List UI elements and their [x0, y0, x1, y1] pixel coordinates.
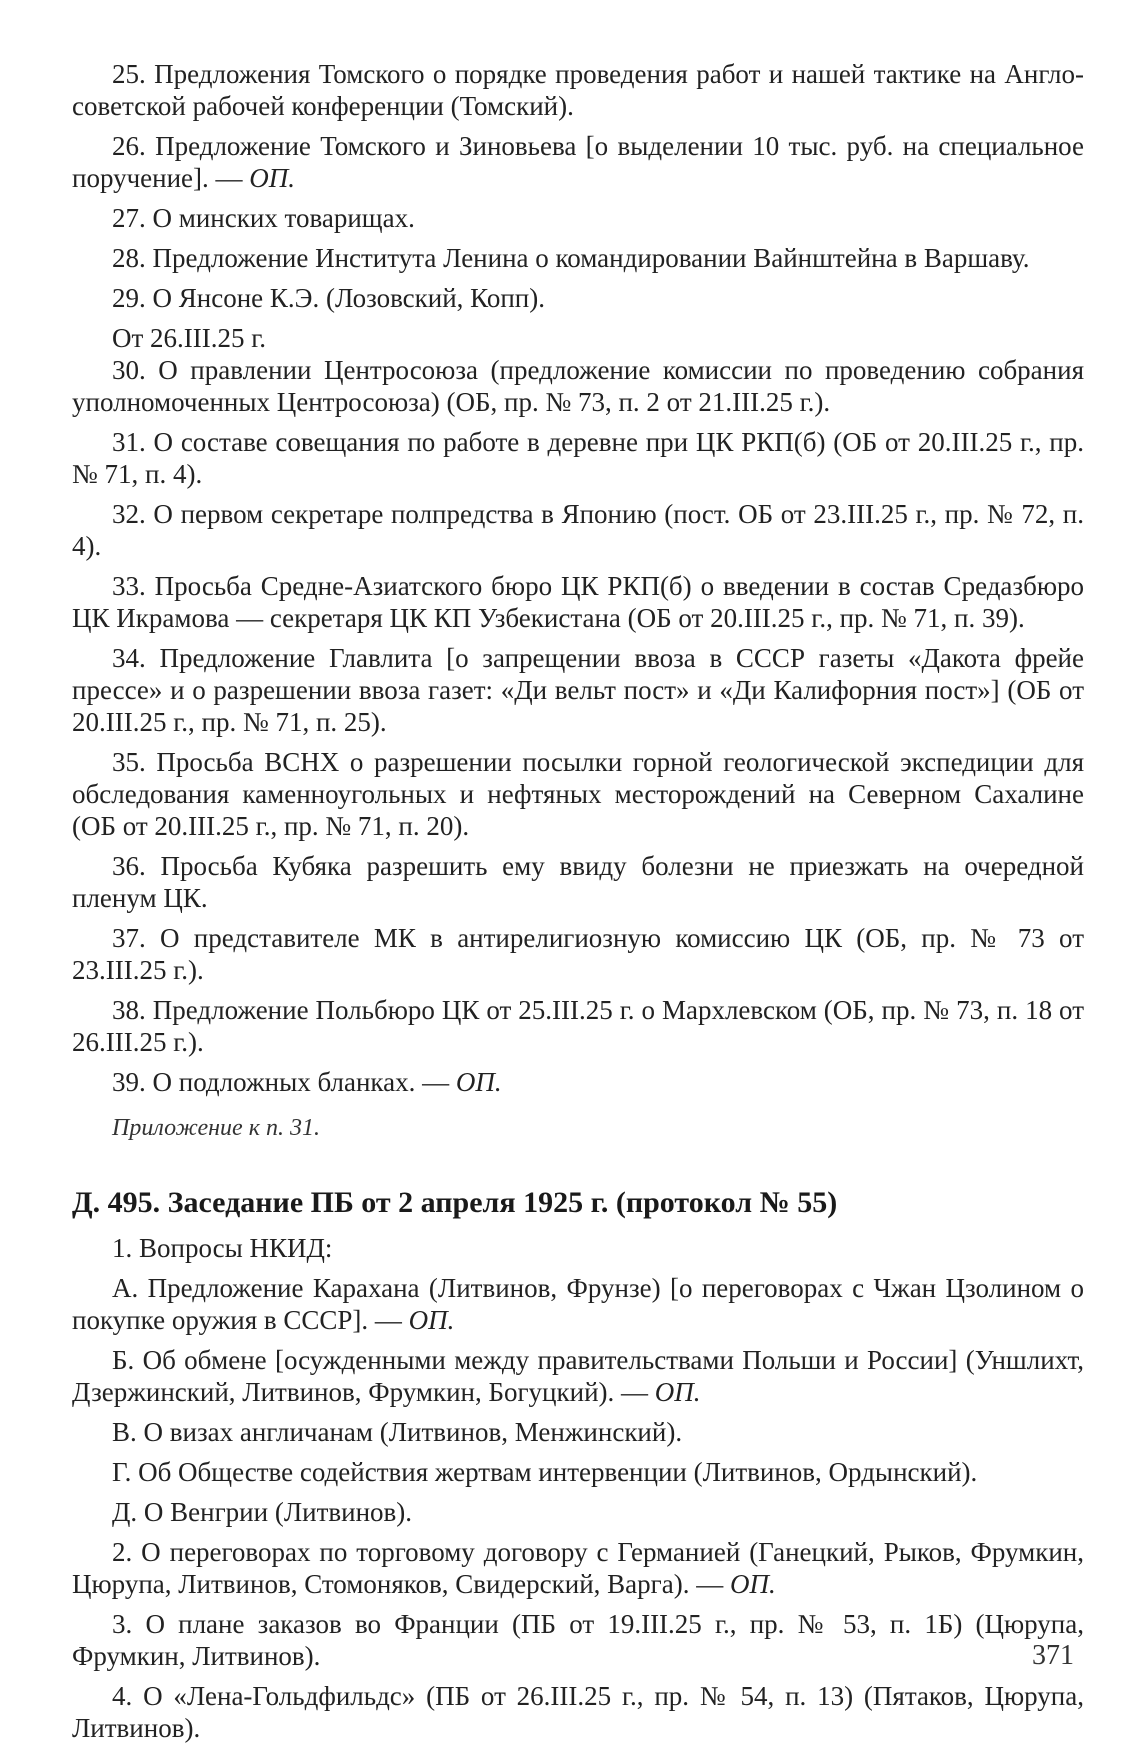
item-text: А. Предложение Карахана (Литвинов, Фрунзе) [о переговорах с Чжан Цзолином о покупке оружия в СССР]. — — [72, 1273, 1084, 1335]
list-item — [72, 1344, 1084, 1408]
items-bottom-list — [72, 354, 1084, 1098]
list-item — [72, 850, 1084, 914]
item-text: 25. Предложения Томского о порядке проведения работ и нашей тактике на Англо-советской рабочей конференции (Томский). — [72, 59, 1084, 121]
item-text: 30. О правлении Центросоюза (предложение комиссии по проведению собрания уполномоченных Центросоюза) (ОБ, пр. № 73, п. 2 от 21.III.25 г.). — [72, 355, 1084, 417]
item-text: 39. О подложных бланках. — — [112, 1067, 456, 1097]
item-decision: ОП. — [729, 1569, 776, 1599]
list-item — [72, 282, 1084, 314]
list-item — [72, 58, 1084, 122]
item-text: 28. Предложение Института Ленина о командировании Вайнштейна в Варшаву. — [112, 243, 1030, 273]
item-text: 35. Просьба ВСНХ о разрешении посылки горной геологической экспедиции для обследования каменноугольных и нефтяных месторождений на Северном Сахалине (ОБ от 20.III.25 г., пр. № 71, п. 20). — [72, 747, 1084, 841]
appendix-note: Приложение к п. 31. — [112, 1115, 320, 1141]
list-item — [72, 354, 1084, 418]
item-text: 2. О переговорах по торговому договору с Германией (Ганецкий, Рыков, Фрумкин, Цюрупа, Литвинов, Стомоняков, Свидерский, Варга). — — [72, 1537, 1084, 1599]
list-item — [72, 1066, 1084, 1098]
item-text: 3. О плане заказов во Франции (ПБ от 19.III.25 г., пр. № 53, п. 1Б) (Цюрупа, Фрумкин, Литвинов). — [72, 1609, 1084, 1671]
item-text: 4. О «Лена-Гольдфильдс» (ПБ от 26.III.25 г., пр. № 54, п. 13) (Пятаков, Цюрупа, Литвинов). — [72, 1681, 1084, 1743]
item-text: 37. О представителе МК в антирелигиозную комиссию ЦК (ОБ, пр. № 73 от 23.III.25 г.). — [72, 923, 1084, 985]
list-item — [72, 570, 1084, 634]
list-item — [72, 130, 1084, 194]
list-item — [72, 242, 1084, 274]
list-item — [72, 1608, 1084, 1672]
item-text: 27. О минских товарищах. — [112, 203, 415, 233]
list-item — [72, 1456, 1084, 1488]
item-text: 38. Предложение Польбюро ЦК от 25.III.25 г. о Мархлевском (ОБ, пр. № 73, п. 18 от 26.III.25 г.). — [72, 995, 1084, 1057]
list-item — [72, 746, 1084, 842]
list-item — [72, 994, 1084, 1058]
item-text: 32. О первом секретаре полпредства в Японию (пост. ОБ от 23.III.25 г., пр. № 72, п. 4). — [72, 499, 1084, 561]
list-item — [72, 1416, 1084, 1448]
item-text: Г. Об Обществе содействия жертвам интервенции (Литвинов, Ордынский). — [112, 1457, 978, 1487]
item-decision: ОП. — [249, 163, 296, 193]
list-item — [72, 1536, 1084, 1600]
item-text: 26. Предложение Томского и Зиновьева [о выделении 10 тыс. руб. на специальное поручение]. — — [72, 131, 1084, 193]
list-item — [72, 426, 1084, 490]
item-text: 29. О Янсоне К.Э. (Лозовский, Копп). — [112, 283, 545, 313]
item-text: 1. Вопросы НКИД: — [112, 1233, 333, 1263]
list-item — [72, 1496, 1084, 1528]
item-text: Д. О Венгрии (Литвинов). — [112, 1497, 413, 1527]
list-item — [72, 498, 1084, 562]
item-text: В. О визах англичанам (Литвинов, Менжинский). — [112, 1417, 683, 1447]
list-item — [72, 1272, 1084, 1336]
items-d495-list — [72, 1232, 1084, 1744]
date-line: От 26.III.25 г. — [112, 323, 267, 353]
item-text: Б. Об обмене [осужденными между правительствами Польши и России] (Уншлихт, Дзержинский, Литвинов, Фрумкин, Богуцкий). — — [72, 1345, 1084, 1407]
list-item — [72, 202, 1084, 234]
item-text: 34. Предложение Главлита [о запрещении ввоза в СССР газеты «Дакота фрейе прессе» и о разрешении ввоза газет: «Ди вельт пост» и «Ди Калифорния пост»] (ОБ от 20.III.25 г., пр. № 71, п. 25). — [72, 643, 1084, 737]
list-item — [72, 1232, 1084, 1264]
item-text: 31. О составе совещания по работе в деревне при ЦК РКП(б) (ОБ от 20.III.25 г., пр. № 71, п. 4). — [72, 427, 1084, 489]
list-item — [72, 642, 1084, 738]
item-decision: ОП. — [455, 1067, 502, 1097]
list-item — [72, 1680, 1084, 1744]
items-top-list — [72, 58, 1084, 314]
item-decision: ОП. — [654, 1377, 701, 1407]
item-decision: ОП. — [408, 1305, 455, 1335]
item-text: 33. Просьба Средне-Азиатского бюро ЦК РКП(б) о введении в состав Средазбюро ЦК Икрамова — секретаря ЦК КП Узбекистана (ОБ от 20.III.25 г., пр. № 71, п. 39). — [72, 571, 1084, 633]
item-text: 36. Просьба Кубяка разрешить ему ввиду болезни не приезжать на очередной пленум ЦК. — [72, 851, 1084, 913]
page-number: 371 — [1032, 1640, 1074, 1671]
section-heading: Д. 495. Заседание ПБ от 2 апреля 1925 г. (протокол № 55) — [72, 1186, 838, 1219]
list-item — [72, 922, 1084, 986]
document-page — [72, 58, 1084, 1744]
